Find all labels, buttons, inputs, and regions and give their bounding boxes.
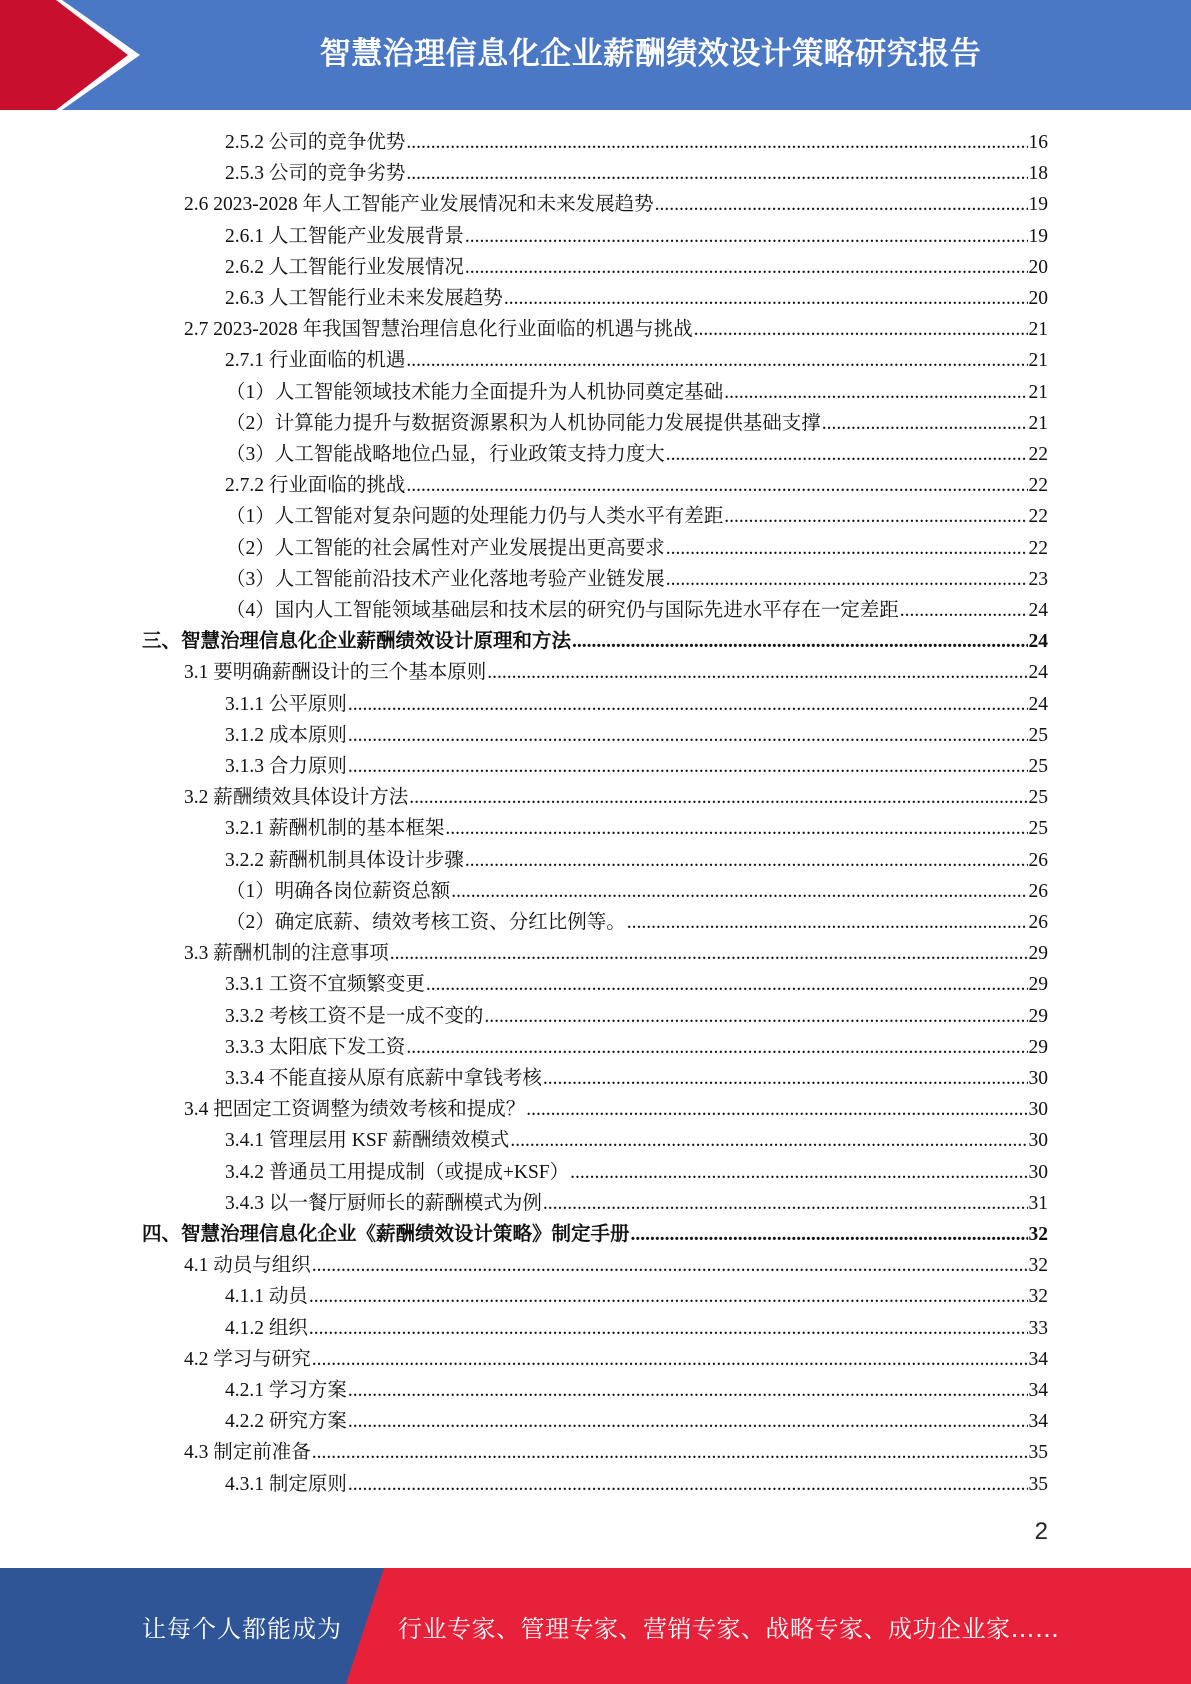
toc-entry-title: 2.7.2 行业面临的挑战 [225, 475, 406, 497]
toc-entry-title: 2.7 2023-2028 年我国智慧治理信息化行业面临的机遇与挑战 [184, 319, 693, 341]
toc-entry-page: 21 [1028, 381, 1048, 403]
toc-dot-leader [666, 533, 1028, 564]
toc-entry-page: 26 [1028, 912, 1048, 933]
toc-dot-leader [348, 751, 1028, 782]
toc-entry[interactable] [225, 1281, 1048, 1312]
toc-dot-leader [406, 158, 1027, 189]
toc-entry[interactable] [184, 314, 1048, 345]
toc-entry-page: 34 [1028, 1411, 1048, 1433]
toc-entry-page: 29 [1028, 1005, 1048, 1027]
toc-entry[interactable] [225, 1406, 1048, 1437]
toc-dot-leader [487, 657, 1027, 688]
toc-dot-leader [409, 782, 1027, 813]
toc-entry[interactable] [225, 345, 1048, 376]
toc-entry-title: 3.3.1 工资不宜频繁变更 [225, 974, 425, 996]
toc-entry-title: 3.1.3 合力原则 [225, 756, 347, 777]
toc-dot-leader [348, 1469, 1028, 1500]
toc-dot-leader [822, 408, 1028, 439]
toc-entry[interactable] [225, 845, 1048, 876]
toc-dot-leader [465, 845, 1028, 876]
toc-entry[interactable] [225, 813, 1048, 844]
toc-entry-title: 2.5.3 公司的竞争劣势 [225, 163, 406, 185]
toc-entry-title: 4.2 学习与研究 [184, 1348, 311, 1370]
toc-dot-leader [426, 969, 1028, 1000]
toc-dot-leader [406, 1032, 1027, 1063]
toc-entry[interactable] [225, 1375, 1048, 1406]
toc-entry[interactable] [142, 626, 1048, 657]
toc-entry-page: 30 [1028, 1130, 1048, 1152]
toc-entry-page: 26 [1028, 849, 1048, 871]
toc-dot-leader [631, 1219, 1028, 1250]
toc-dot-leader [348, 720, 1028, 751]
toc-entry-page: 24 [1028, 693, 1048, 715]
toc-entry-page: 24 [1028, 600, 1048, 621]
toc-dot-leader [572, 626, 1027, 657]
toc-dot-leader [406, 127, 1027, 158]
toc-entry[interactable] [184, 1437, 1048, 1468]
toc-entry-page: 22 [1028, 444, 1048, 465]
toc-entry[interactable] [225, 283, 1048, 314]
footer-slogan-right: 行业专家、管理专家、营销专家、战略专家、成功企业家…… [398, 1614, 1060, 1643]
toc-entry-page: 32 [1028, 1286, 1048, 1308]
toc-entry-page: 21 [1028, 350, 1048, 372]
toc-entry-page: 35 [1028, 1473, 1048, 1495]
toc-entry[interactable] [184, 782, 1048, 813]
toc-entry[interactable] [225, 252, 1048, 283]
toc-entry-title: 3.1.2 成本原则 [225, 724, 347, 746]
toc-entry-page: 23 [1028, 568, 1048, 590]
toc-entry[interactable] [225, 1157, 1048, 1188]
toc-entry-page: 19 [1028, 194, 1048, 216]
toc-entry[interactable] [225, 1001, 1048, 1032]
toc-entry-page: 33 [1028, 1317, 1048, 1339]
toc-entry-page: 29 [1028, 1036, 1048, 1058]
toc-dot-leader [694, 314, 1028, 345]
toc-dot-leader [510, 1125, 1027, 1156]
toc-dot-leader [655, 189, 1028, 220]
toc-entry-page: 21 [1028, 412, 1048, 434]
toc-entry[interactable] [184, 938, 1048, 969]
toc-entry-title: 2.6.1 人工智能产业发展背景 [225, 225, 464, 247]
toc-entry-title: 4.2.1 学习方案 [225, 1380, 347, 1401]
toc-entry-title: 3.3.3 太阳底下发工资 [225, 1036, 406, 1058]
toc-dot-leader [666, 439, 1028, 470]
toc-dot-leader [312, 1344, 1028, 1375]
toc-dot-leader [627, 907, 1028, 938]
toc-entry-page: 34 [1028, 1348, 1048, 1370]
toc-dot-leader [724, 377, 1027, 408]
toc-entry[interactable] [226, 501, 1048, 532]
toc-entry-title: 3.1.1 公平原则 [225, 693, 347, 715]
toc-dot-leader [526, 1094, 1027, 1125]
toc-entry-page: 18 [1028, 163, 1048, 185]
toc-entry-title: 3.3.2 考核工资不是一成不变的 [225, 1005, 484, 1027]
toc-entry-page: 32 [1028, 1224, 1048, 1245]
toc-entry[interactable] [184, 1250, 1048, 1281]
toc-entry-title: 3.4.2 普通员工用提成制（或提成+KSF） [225, 1161, 570, 1183]
toc-entry-title: 3.4.3 以一餐厅厨师长的薪酬模式为例 [225, 1192, 542, 1214]
toc-entry-title: 4.3 制定前准备 [184, 1442, 311, 1464]
toc-entry-title: （1）人工智能对复杂问题的处理能力仍与人类水平有差距 [226, 506, 724, 528]
toc-entry-page: 30 [1028, 1068, 1048, 1089]
toc-entry-page: 32 [1028, 1255, 1048, 1277]
toc-entry[interactable] [225, 751, 1048, 782]
toc-entry-page: 34 [1028, 1380, 1048, 1401]
toc-entry-title: 2.5.2 公司的竞争优势 [225, 132, 406, 153]
toc-dot-leader [465, 221, 1028, 252]
toc-entry-page: 25 [1028, 787, 1048, 809]
toc-dot-leader [543, 1063, 1028, 1094]
toc-entry[interactable] [226, 533, 1048, 564]
toc-entry[interactable] [184, 189, 1048, 220]
toc-dot-leader [504, 283, 1028, 314]
toc-entry-title: （4）国内人工智能领域基础层和技术层的研究仍与国际先进水平存在一定差距 [226, 600, 899, 621]
toc-entry-page: 26 [1028, 880, 1048, 902]
toc-entry-title: （1）人工智能领域技术能力全面提升为人机协同奠定基础 [226, 381, 724, 403]
toc-entry-title: 4.1 动员与组织 [184, 1255, 311, 1277]
toc-dot-leader [465, 252, 1028, 283]
toc-dot-leader [309, 1281, 1028, 1312]
toc-entry-page: 19 [1028, 225, 1048, 247]
toc-dot-leader [543, 1188, 1028, 1219]
toc-dot-leader [406, 345, 1027, 376]
toc-entry-title: 四、智慧治理信息化企业《薪酬绩效设计策略》制定手册 [142, 1224, 630, 1245]
toc-entry-title: 3.4 把固定工资调整为绩效考核和提成？ [184, 1099, 526, 1121]
toc-entry-page: 29 [1028, 974, 1048, 996]
toc-entry[interactable] [184, 1344, 1048, 1375]
toc-entry-title: （2）计算能力提升与数据资源累积为人机协同能力发展提供基础支撑 [226, 412, 821, 434]
page-header [0, 0, 1191, 110]
toc-entry-page: 20 [1028, 288, 1048, 309]
toc-entry[interactable] [184, 1094, 1048, 1125]
toc-dot-leader [390, 938, 1028, 969]
toc-entry[interactable] [225, 1032, 1048, 1063]
header-arrow-decoration [0, 0, 160, 110]
toc-dot-leader [900, 595, 1028, 626]
toc-entry-page: 24 [1028, 631, 1048, 653]
toc-dot-leader [348, 1406, 1028, 1437]
toc-entry-page: 20 [1028, 256, 1048, 278]
toc-dot-leader [451, 876, 1027, 907]
toc-entry-page: 29 [1028, 943, 1048, 965]
toc-entry-page: 16 [1028, 132, 1048, 153]
toc-entry-page: 22 [1028, 537, 1048, 559]
footer-slogan-left: 让每个人都能成为 [142, 1614, 342, 1643]
toc-entry-title: 3.2.1 薪酬机制的基本框架 [225, 818, 445, 840]
toc-entry-title: 4.1.1 动员 [225, 1286, 308, 1308]
toc-entry-title: （3）人工智能战略地位凸显，行业政策支持力度大 [226, 444, 665, 465]
toc-entry[interactable] [226, 439, 1048, 470]
toc-entry-title: 3.3.4 不能直接从原有底薪中拿钱考核 [225, 1068, 542, 1089]
toc-entry-page: 25 [1028, 724, 1048, 746]
document-title: 智慧治理信息化企业薪酬绩效设计策略研究报告 [319, 35, 982, 72]
toc-entry[interactable] [226, 876, 1048, 907]
toc-entry[interactable] [184, 657, 1048, 688]
toc-entry[interactable] [225, 470, 1048, 501]
toc-entry[interactable] [225, 720, 1048, 751]
toc-dot-leader [309, 1313, 1028, 1344]
toc-entry-title: （2）人工智能的社会属性对产业发展提出更高要求 [226, 537, 665, 559]
toc-entry-title: 2.7.1 行业面临的机遇 [225, 350, 406, 372]
toc-dot-leader [348, 689, 1028, 720]
toc-entry-title: 2.6.2 人工智能行业发展情况 [225, 256, 464, 278]
toc-entry-page: 31 [1028, 1192, 1048, 1214]
toc-entry-page: 30 [1028, 1161, 1048, 1183]
toc-entry[interactable] [225, 221, 1048, 252]
toc-entry-title: 4.1.2 组织 [225, 1317, 308, 1339]
toc-entry-title: 4.3.1 制定原则 [225, 1473, 347, 1495]
toc-entry-title: （3）人工智能前沿技术产业化落地考验产业链发展 [226, 568, 665, 590]
toc-entry[interactable] [142, 1219, 1048, 1250]
toc-entry[interactable] [225, 127, 1048, 158]
toc-dot-leader [484, 1001, 1027, 1032]
toc-entry[interactable] [225, 969, 1048, 1000]
toc-entry[interactable] [225, 1063, 1048, 1094]
toc-entry-title: 3.3 薪酬机制的注意事项 [184, 943, 389, 965]
page-number: 2 [1034, 1518, 1048, 1545]
toc-entry[interactable] [226, 408, 1048, 439]
page-footer [0, 1568, 1191, 1684]
toc-entry[interactable] [226, 595, 1048, 626]
toc-dot-leader [406, 470, 1027, 501]
toc-entry-title: 三、智慧治理信息化企业薪酬绩效设计原理和方法 [142, 631, 572, 653]
toc-entry[interactable] [225, 1188, 1048, 1219]
toc-entry-title: 3.1 要明确薪酬设计的三个基本原则 [184, 662, 487, 684]
toc-dot-leader [312, 1437, 1028, 1468]
toc-entry-page: 22 [1028, 475, 1048, 497]
toc-dot-leader [666, 564, 1028, 595]
toc-entry[interactable] [225, 689, 1048, 720]
toc-entry-title: 2.6 2023-2028 年人工智能产业发展情况和未来发展趋势 [184, 194, 654, 216]
toc-entry-title: 3.2.2 薪酬机制具体设计步骤 [225, 849, 464, 871]
toc-entry-title: 3.2 薪酬绩效具体设计方法 [184, 787, 409, 809]
toc-entry-page: 21 [1028, 319, 1048, 341]
toc-entry[interactable] [225, 1125, 1048, 1156]
toc-entry-title: （2）确定底薪、绩效考核工资、分红比例等。 [226, 912, 626, 933]
toc-entry-page: 25 [1028, 756, 1048, 777]
toc-entry[interactable] [225, 1469, 1048, 1500]
toc-dot-leader [312, 1250, 1028, 1281]
toc-dot-leader [570, 1157, 1027, 1188]
toc-entry-title: 2.6.3 人工智能行业未来发展趋势 [225, 288, 503, 309]
toc-entry-title: （1）明确各岗位薪资总额 [226, 880, 451, 902]
toc-dot-leader [445, 813, 1027, 844]
toc-entry-page: 25 [1028, 818, 1048, 840]
toc-entry-page: 30 [1028, 1099, 1048, 1121]
toc-dot-leader [724, 501, 1027, 532]
toc-entry-page: 22 [1028, 506, 1048, 528]
toc-entry-page: 35 [1028, 1442, 1048, 1464]
toc-entry[interactable] [226, 564, 1048, 595]
toc-dot-leader [348, 1375, 1028, 1406]
toc-entry[interactable] [225, 158, 1048, 189]
toc-entry-title: 3.4.1 管理层用 KSF 薪酬绩效模式 [225, 1130, 510, 1152]
toc-entry-page: 24 [1028, 662, 1048, 684]
toc-entry[interactable] [225, 1313, 1048, 1344]
toc-entry[interactable] [226, 907, 1048, 938]
toc-entry[interactable] [226, 377, 1048, 408]
toc-entry-title: 4.2.2 研究方案 [225, 1411, 347, 1433]
